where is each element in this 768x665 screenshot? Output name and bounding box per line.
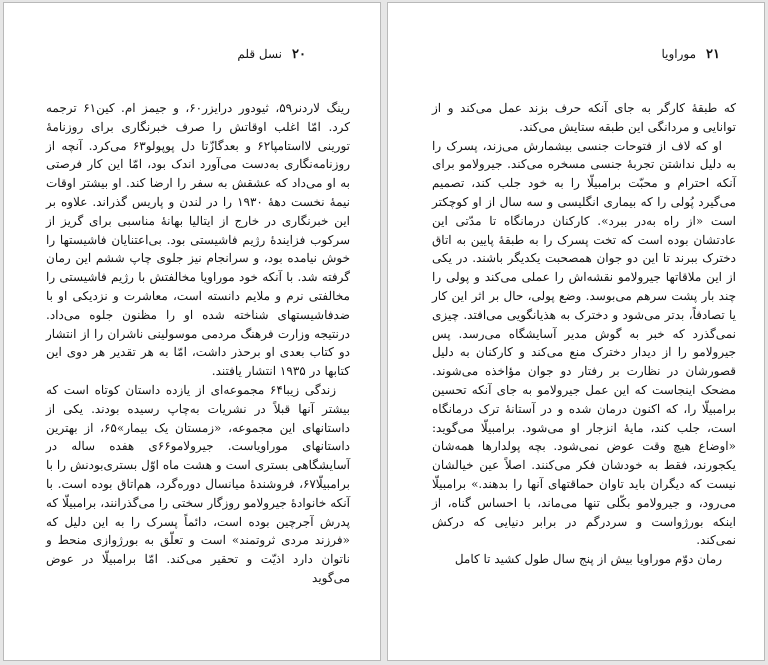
paragraph: که طبقهٔ کارگر به جای آنکه حرف بزند عمل می‌کند و از توانایی و مردانگی این طبقه ستایش می‌کند. xyxy=(432,101,736,134)
paragraph: رمان دوّم موراویا بیش از پنج سال طول کشید تا کامل xyxy=(454,552,722,567)
right-page-header xyxy=(430,47,720,69)
running-title: نسل قلم xyxy=(237,47,283,61)
left-page-body xyxy=(46,99,350,588)
page-number: ۲۰ xyxy=(292,47,306,62)
right-page xyxy=(387,2,765,661)
left-page xyxy=(3,2,381,661)
right-page-body xyxy=(432,99,736,569)
page-number: ۲۱ xyxy=(706,47,720,62)
paragraph: زندگی زیبا۶۴ مجموعه‌ای از یازده داستان کوتاه است که بیشتر آنها قبلاً در نشریات به‌چاپ رسیده بودند. یکی از داستانهای این مجموعه، «زمستان یک بیمار»۶۵، از بهترین داستانهای موراویاست. جیرولامو۶۶ی هفده ساله در آسایشگاهی بستری است و هشت ماه اوّل بستری‌بودنش را با برامبیلّا۶۷، فروشندهٔ میانسال دوره‌گرد، هم‌اتاق بوده است. با آنکه خانوادهٔ جیرولامو روزگار سختی را می‌گذرانند، برامبیلّا که پدرش آجرچین بوده است، دائماً پسرک را به این دلیل که «فرزند مردی ثروتمند» است و تعلّق به بورژوازی منحط و ناتوان دارد اذیّت و تحقیر می‌کند. امّا برامبیلّا در عوض می‌گوید xyxy=(46,382,351,585)
paragraph: رینگ لاردنر۵۹، ثیودور درایزر۶۰، و جیمز ام. کین۶۱ ترجمه کرد. امّا اغلب اوقاتش را صرف خبرنگاری برای روزنامهٔ تورینی لااستامپا۶۲ و بعدگازّتا دل پوپولو۶۳ می‌کرد. آنچه از روزنامه‌نگاری به‌دست می‌آورد اندک بود، امّا این کار فرصتی به او می‌داد که عشقش به سفر را ارضا کند. او بیشتر اوقات نیمهٔ نخست دههٔ ۱۹۳۰ را در لندن و پاریس گذراند. علاوه بر این خبرنگاری در خارج از ایتالیا بهانهٔ مناسبی برای گریز از سرکوب فزایندهٔ رژیم فاشیستی بود. بی‌اعتنایان فاشیستها را خوش نیامده بود، و سرانجام نیز جلوی چاپ ششم این رمان گرفته شد. با آنکه خود موراویا مخالفتش با رژیم فاشیستی را مخالفتی نرم و ملایم دانسته است، معاشرت و نزدیکی او با ضدفاشیستهای شناخته شده او را مظنون جلوه می‌داد. درنتیجه وزارت فرهنگ مردمی موسولینی ناشران را از انتشار دو کتاب بعدی او برحذر داشت، امّا به هر تقدیر هر دوی این کتابها در ۱۹۳۵ انتشار یافتند. xyxy=(46,101,350,379)
paragraph: او که لاف از فتوحات جنسی بیشمارش می‌زند، پسرک را به دلیل نداشتن تجربهٔ جنسی مسخره می‌کند. جیرولامو برای آنکه احترام و محبّت برامبیلّا را به خود جلب کند، تصمیم می‌گیرد پُولی را که بیماری انگلیسی و سه سال از او کوچکتر است «از راه به‌در ببرد». کارکنان درمانگاه تا مدّتی این عادتشان بوده است که تخت پسرک را به طبقهٔ پایین به اتاق دخترک ببرند تا این دو جوان همصحبت یکدیگر باشند. در یکی از این ملاقاتها جیرولامو نقشه‌اش را عملی می‌کند و پولی را چند بار پشت سرهم می‌بوسد. وضع پولی، حال بر اثر این کار یا تصادفاً، بدتر می‌شود و دخترک به هذیانگویی می‌افتد. چیزی نمی‌گذرد که خبر به گوش مدیر آسایشگاه می‌رسد. پس جیرولامو را از دیدار دخترک منع می‌کند و کارکنان به دلیل قصورشان در نظارت بر رفتار دو جوان مؤاخذه می‌شوند. مضحک اینجاست که این عمل جیرولامو به جای آنکه تحسین برامبیلّا را، که اکنون درمان شده و در آستانهٔ ترک درمانگاه است، جلب کند، مایهٔ انزجار او می‌شود. برامبیلّا می‌گوید: «اوضاع هیچ وقت عوض نمی‌شود. بچه پولدارها همه‌شان یکجورند، فقط به خودشان فکر می‌کنند. اصلاً عین خیالشان نیست که دیگران باید تاوان حماقتهای آنها را بدهند.» برامبیلّا می‌رود، و جیرولامو بکّلی تنها می‌ماند، با احساس گناه، از اینکه بورژواست و سردرگم در برابر دنیایی که درکش نمی‌کند. xyxy=(432,138,736,548)
left-page-header xyxy=(122,47,306,69)
running-title: موراویا xyxy=(661,47,697,61)
